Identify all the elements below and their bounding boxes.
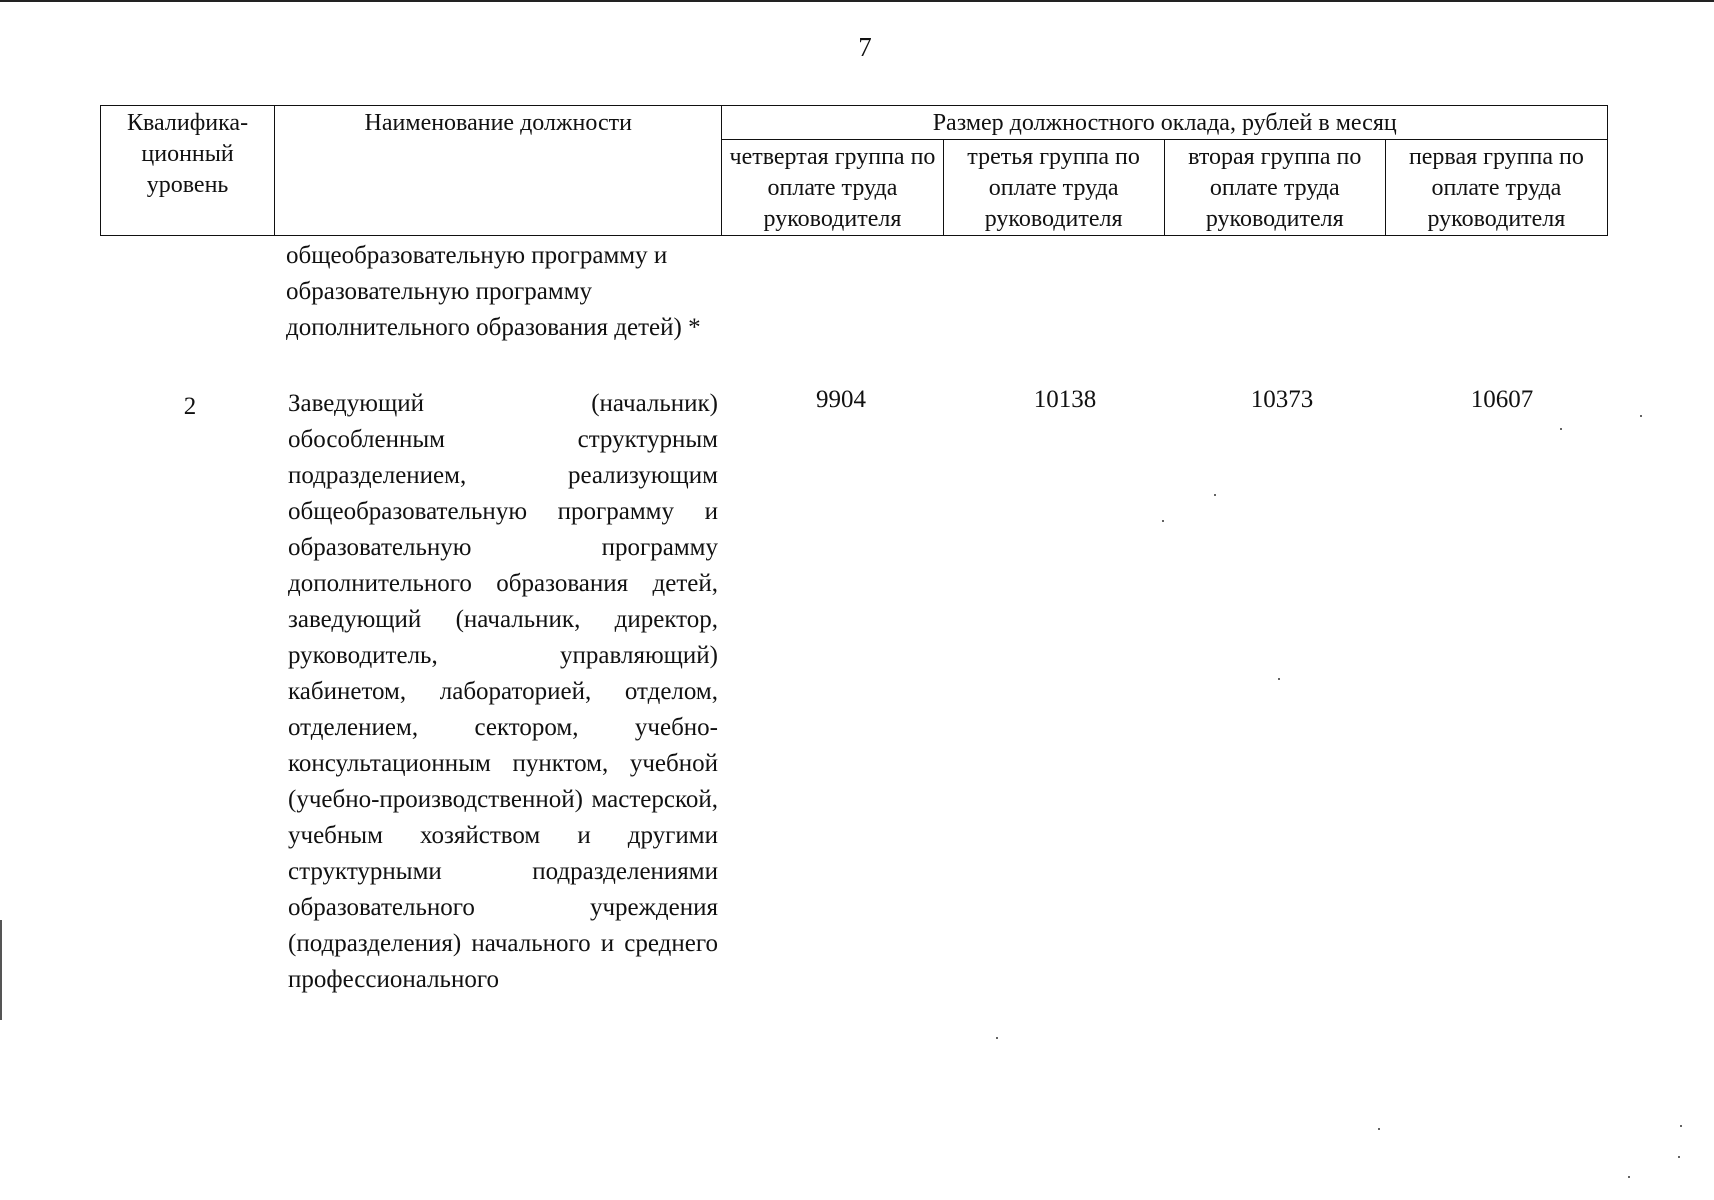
- header-salary-group: Размер должностного оклада, рублей в месяц: [722, 106, 1608, 140]
- amount-group-third: 10138: [1033, 386, 1097, 413]
- header-group-fourth: четвертая группа по оплате труда руководителя: [722, 140, 943, 236]
- page-number: 7: [858, 32, 872, 62]
- header-position-name: Наименование должности: [275, 106, 722, 236]
- scan-speck: [996, 1037, 998, 1039]
- scan-speck: [1378, 1128, 1380, 1130]
- scan-speck: [1214, 494, 1216, 496]
- amount-group-first: 10607: [1470, 386, 1534, 413]
- scan-speck: [1680, 1125, 1682, 1127]
- page-top-rule: [0, 0, 1714, 2]
- scan-speck: [1640, 415, 1642, 417]
- amount-group-second: 10373: [1250, 386, 1314, 413]
- amount-group-fourth: 9904: [816, 386, 866, 413]
- salary-table: [100, 105, 1608, 236]
- header-group-third: третья группа по оплате труда руководителя: [943, 140, 1164, 236]
- scan-speck: [1678, 1156, 1680, 1158]
- scan-speck: [1628, 1176, 1630, 1178]
- scan-speck: [1560, 428, 1562, 430]
- row-level: 2: [183, 393, 197, 420]
- scan-speck: [1162, 520, 1164, 522]
- header-level: Квалифика-ционный уровень: [101, 106, 275, 236]
- header-group-first: первая группа по оплате труда руководителя: [1385, 140, 1607, 236]
- continuation-text: общеобразовательную программу и образовательную программу дополнительного образования детей) *: [286, 242, 701, 341]
- scan-edge-mark: [0, 920, 2, 1020]
- header-group-second: вторая группа по оплате труда руководителя: [1164, 140, 1385, 236]
- scan-speck: [1278, 678, 1280, 680]
- row-position-text: Заведующий (начальник) обособленным структурным подразделением, реализующим общеобразовательную программу и образовательную программу дополнительного образования детей, заведующий (начальник, директор, руководитель, управляющий) кабинетом, лабораторией, отделом, отделением, сектором, учебно-консультационным пунктом, учебной (учебно-производственной) мастерской, учебным хозяйством и другими структурными подразделениями образовательного учреждения (подразделения) начального и среднего профессионального: [288, 390, 718, 993]
